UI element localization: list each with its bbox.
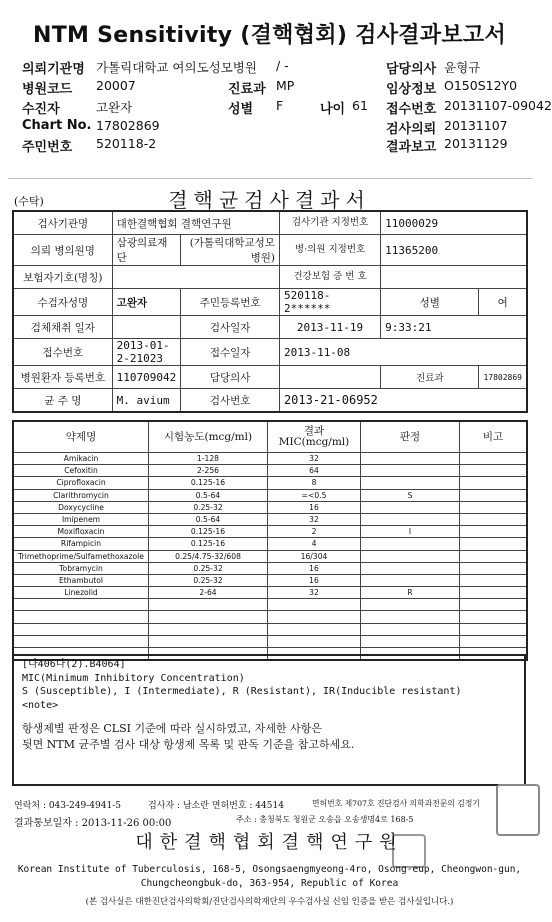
drug-name: Rifampicin <box>13 538 149 550</box>
institute-address-en-1: Korean Institute of Tuberculosis, 168-5, Osongsaengmyeong-4ro, Osong-eup, Cheongwon-gun, <box>17 864 522 875</box>
mic-value: 2 <box>268 526 361 538</box>
test-range: 2-256 <box>149 465 268 477</box>
test-range <box>149 635 268 647</box>
remark <box>460 477 528 489</box>
remark <box>460 611 528 623</box>
test-range: 0.5-64 <box>149 489 268 501</box>
header-label: 나이 <box>320 102 346 117</box>
mic-value: 32 <box>268 513 361 525</box>
insurance-value <box>112 266 279 289</box>
field-label: 검사일자 <box>181 316 280 339</box>
field-label: 접수번호 <box>13 339 112 366</box>
header-label: 임상정보 <box>386 82 437 97</box>
patient-name: 고완자 <box>96 100 133 115</box>
table-row <box>13 501 527 513</box>
form-sex: 여 <box>479 289 527 316</box>
sex: F <box>276 98 284 113</box>
remark <box>460 538 528 550</box>
field-label: 보험자기호(명칭) <box>13 266 112 289</box>
column-header: 시험농도(mcg/ml) <box>149 421 268 453</box>
notes-box <box>12 654 526 786</box>
mic-value: =<0.5 <box>268 489 361 501</box>
test-range: 0.5-64 <box>149 513 268 525</box>
field-label: 성별 <box>381 289 479 316</box>
test-range: 0.125-16 <box>149 538 268 550</box>
header-label: 진료과 <box>228 82 266 97</box>
header-label: 의뢰기관명 <box>22 62 85 77</box>
drug-name: Ethambutol <box>13 574 149 586</box>
drug-name <box>13 599 149 611</box>
field-label: 수검자성명 <box>13 289 112 316</box>
mic-value <box>268 635 361 647</box>
remark <box>460 489 528 501</box>
notes-code: [나406다(2).B4064] <box>22 659 126 670</box>
interpretation <box>361 635 460 647</box>
drug-name: Imipenem <box>13 513 149 525</box>
header-value: / - <box>276 58 289 73</box>
clinical-info: O150S12Y0 <box>444 78 518 93</box>
table-row <box>13 635 527 647</box>
drug-name: Moxifloxacin <box>13 526 149 538</box>
address: 주소 : 충청북도 청원군 오송읍 오송생명4로 168-5 <box>236 815 414 824</box>
interpretation: S <box>361 489 460 501</box>
table-row <box>13 574 527 586</box>
report-title: NTM Sensitivity (결핵협회) 검사결과보고서 <box>32 23 507 48</box>
drug-name <box>13 623 149 635</box>
drug-name: Tobramycin <box>13 562 149 574</box>
table-row <box>13 611 527 623</box>
mic-value: 32 <box>268 453 361 465</box>
test-range: 0.25-32 <box>149 501 268 513</box>
column-header: 판정 <box>361 421 460 453</box>
interpretation <box>361 477 460 489</box>
header-label: 성별 <box>228 102 254 117</box>
mic-value: 16 <box>268 562 361 574</box>
test-range <box>149 623 268 635</box>
test-time: 9:33:21 <box>381 316 527 339</box>
drug-name: Amikacin <box>13 453 149 465</box>
header-label: 주민번호 <box>22 140 73 155</box>
age: 61 <box>352 98 368 113</box>
table-row <box>13 453 527 465</box>
table-row <box>13 599 527 611</box>
susceptibility-rows <box>13 453 527 661</box>
notification-date: 결과통보일자 : 2013-11-26 00:00 <box>14 818 172 829</box>
remark <box>460 550 528 562</box>
department: MP <box>276 78 295 93</box>
remark <box>460 562 528 574</box>
note-tag: <note> <box>22 699 59 711</box>
form-patient-name: 고완자 <box>112 289 181 316</box>
interpretation <box>361 550 460 562</box>
remark <box>460 635 528 647</box>
hospital-code: 20007 <box>96 78 136 93</box>
form-tag: (수탁) <box>14 195 44 208</box>
table-row <box>13 587 527 599</box>
field-label: 접수일자 <box>181 339 280 366</box>
remark <box>460 501 528 513</box>
table-row <box>13 477 527 489</box>
interpretation <box>361 513 460 525</box>
receipt-number: 20131107-09042 <box>444 98 552 113</box>
patient-info-table <box>12 210 528 413</box>
field-label: 검체채취 일자 <box>13 316 112 339</box>
drug-name: Cefoxitin <box>13 465 149 477</box>
insurance-no-value <box>381 266 527 289</box>
field-label: 담당의사 <box>181 366 280 389</box>
institute-name: 대한결핵협회결핵연구원 <box>135 832 404 853</box>
mic-value: 16/304 <box>268 550 361 562</box>
table-row <box>13 538 527 550</box>
column-header: 비고 <box>460 421 528 453</box>
chart-number: 17802869 <box>96 118 160 133</box>
interpretation: R <box>361 587 460 599</box>
test-date: 2013-11-19 <box>279 316 380 339</box>
form-doctor <box>279 366 380 389</box>
hospital-sub: (가톨릭대학교성모병원) <box>181 235 280 266</box>
interpretation <box>361 611 460 623</box>
drug-name: Trimethoprime/Sulfamethoxazole <box>13 550 149 562</box>
requesting-institution: 가톨릭대학교 여의도성모병원 <box>96 60 257 75</box>
drug-name: Doxycycline <box>13 501 149 513</box>
species: M. avium <box>112 389 181 413</box>
column-header: 결과 MIC(mcg/ml) <box>268 421 361 453</box>
lab-name: 대한결핵협회 결핵연구원 <box>112 211 279 235</box>
table-row <box>13 623 527 635</box>
form-title: 결핵균검사결과서 <box>168 188 371 212</box>
table-row <box>13 465 527 477</box>
mic-value: 16 <box>268 574 361 586</box>
interpretation <box>361 562 460 574</box>
interpretation-legend: S (Susceptible), I (Intermediate), R (Resistant), IR(Inducible resistant) <box>22 686 462 697</box>
interpretation <box>361 538 460 550</box>
mic-value <box>268 623 361 635</box>
test-range: 0.125-16 <box>149 477 268 489</box>
table-row <box>13 513 527 525</box>
field-label: 균 주 명 <box>13 389 112 413</box>
form-dept: 17802869 <box>479 366 527 389</box>
susceptibility-table <box>12 420 528 661</box>
test-range: 0.25-32 <box>149 562 268 574</box>
interpretation <box>361 465 460 477</box>
collect-date <box>112 316 181 339</box>
column-header: 약제명 <box>13 421 149 453</box>
contact: 연락처 : 043-249-4941-5 <box>14 801 121 811</box>
field-label: 병원환자 등록번호 <box>13 366 112 389</box>
test-number: 2013-21-06952 <box>279 389 527 413</box>
test-range: 0.25/4.75-32/608 <box>149 550 268 562</box>
certification-note: (본 검사실은 대한진단검사의학회/진단검사의학재단의 우수검사실 신임 인증을 받은 검사실입니다.) <box>85 897 454 907</box>
resident-number: 520118-2 <box>96 136 157 151</box>
table-row <box>13 550 527 562</box>
receipt-date: 2013-11-08 <box>279 339 527 366</box>
mic-value: 8 <box>268 477 361 489</box>
remark <box>460 453 528 465</box>
interpretation <box>361 453 460 465</box>
interpretation <box>361 574 460 586</box>
remark <box>460 599 528 611</box>
field-label: 진료과 <box>381 366 479 389</box>
test-range: 0.125-16 <box>149 526 268 538</box>
header-label: 검사의뢰 <box>386 122 437 137</box>
drug-name: Clarithromycin <box>13 489 149 501</box>
header-label: 수진자 <box>22 102 60 117</box>
remark <box>460 465 528 477</box>
field-label: 병·의원 지정번호 <box>279 235 380 266</box>
interpretation <box>361 501 460 513</box>
hospital-name: 삼광의료재단 <box>112 235 181 266</box>
examiner: 검사자 : 남소란 면허번호 : 44514 <box>148 801 284 811</box>
interpretation <box>361 623 460 635</box>
remark <box>460 526 528 538</box>
lab-code: 11000029 <box>381 211 527 235</box>
mic-definition: MIC(Minimum Inhibitory Concentration) <box>22 672 245 684</box>
remark <box>460 574 528 586</box>
header-label: 접수번호 <box>386 102 437 117</box>
table-row <box>13 489 527 501</box>
license: 면허번호 제707호 진단검사 의학과전문의 김정기 <box>312 799 480 808</box>
test-range: 1-128 <box>149 453 268 465</box>
test-range <box>149 611 268 623</box>
drug-name <box>13 611 149 623</box>
drug-name: Linezolid <box>13 587 149 599</box>
field-label: 검사기관명 <box>13 211 112 235</box>
header-label: 담당의사 <box>386 62 437 77</box>
mic-value: 32 <box>268 587 361 599</box>
form-rrn: 520118-2****** <box>279 289 380 316</box>
mic-value: 64 <box>268 465 361 477</box>
remark <box>460 587 528 599</box>
hospital-code-value: 11365200 <box>381 235 527 266</box>
header-label: Chart No. <box>22 118 92 133</box>
test-range <box>149 599 268 611</box>
drug-name: Ciprofloxacin <box>13 477 149 489</box>
table-row <box>13 562 527 574</box>
header-label: 병원코드 <box>22 82 73 97</box>
mic-value <box>268 611 361 623</box>
form-receipt-number: 2013-01-2-21023 <box>112 339 181 366</box>
field-label: 주민등록번호 <box>181 289 280 316</box>
interpretation: I <box>361 526 460 538</box>
mic-value: 16 <box>268 501 361 513</box>
report-date: 20131129 <box>444 136 508 151</box>
mic-value <box>268 599 361 611</box>
field-label: 검사번호 <box>181 389 280 413</box>
mic-value: 4 <box>268 538 361 550</box>
table-row <box>13 526 527 538</box>
remark <box>460 513 528 525</box>
note-line-2: 뒷면 NTM 균주별 검사 대상 항생제 목록 및 판독 기준을 참고하세요. <box>22 737 355 751</box>
attending-doctor: 윤형규 <box>444 60 481 75</box>
field-label: 의뢰 병의원명 <box>13 235 112 266</box>
test-range: 0.25-32 <box>149 574 268 586</box>
drug-name <box>13 635 149 647</box>
institute-address-en-2: Chungcheongbuk-do, 363-954, Republic of Korea <box>140 878 399 889</box>
test-range: 2-64 <box>149 587 268 599</box>
hospital-registration: 110709042 <box>112 366 181 389</box>
field-label: 검사기관 지정번호 <box>279 211 380 235</box>
field-label: 건강보험 증 번 호 <box>279 266 380 289</box>
note-line-1: 항생제별 판정은 CLSI 기준에 따라 실시하였고, 자세한 사항은 <box>22 722 322 735</box>
remark <box>460 623 528 635</box>
header-label: 결과보고 <box>386 140 437 155</box>
interpretation <box>361 599 460 611</box>
request-date: 20131107 <box>444 118 508 133</box>
